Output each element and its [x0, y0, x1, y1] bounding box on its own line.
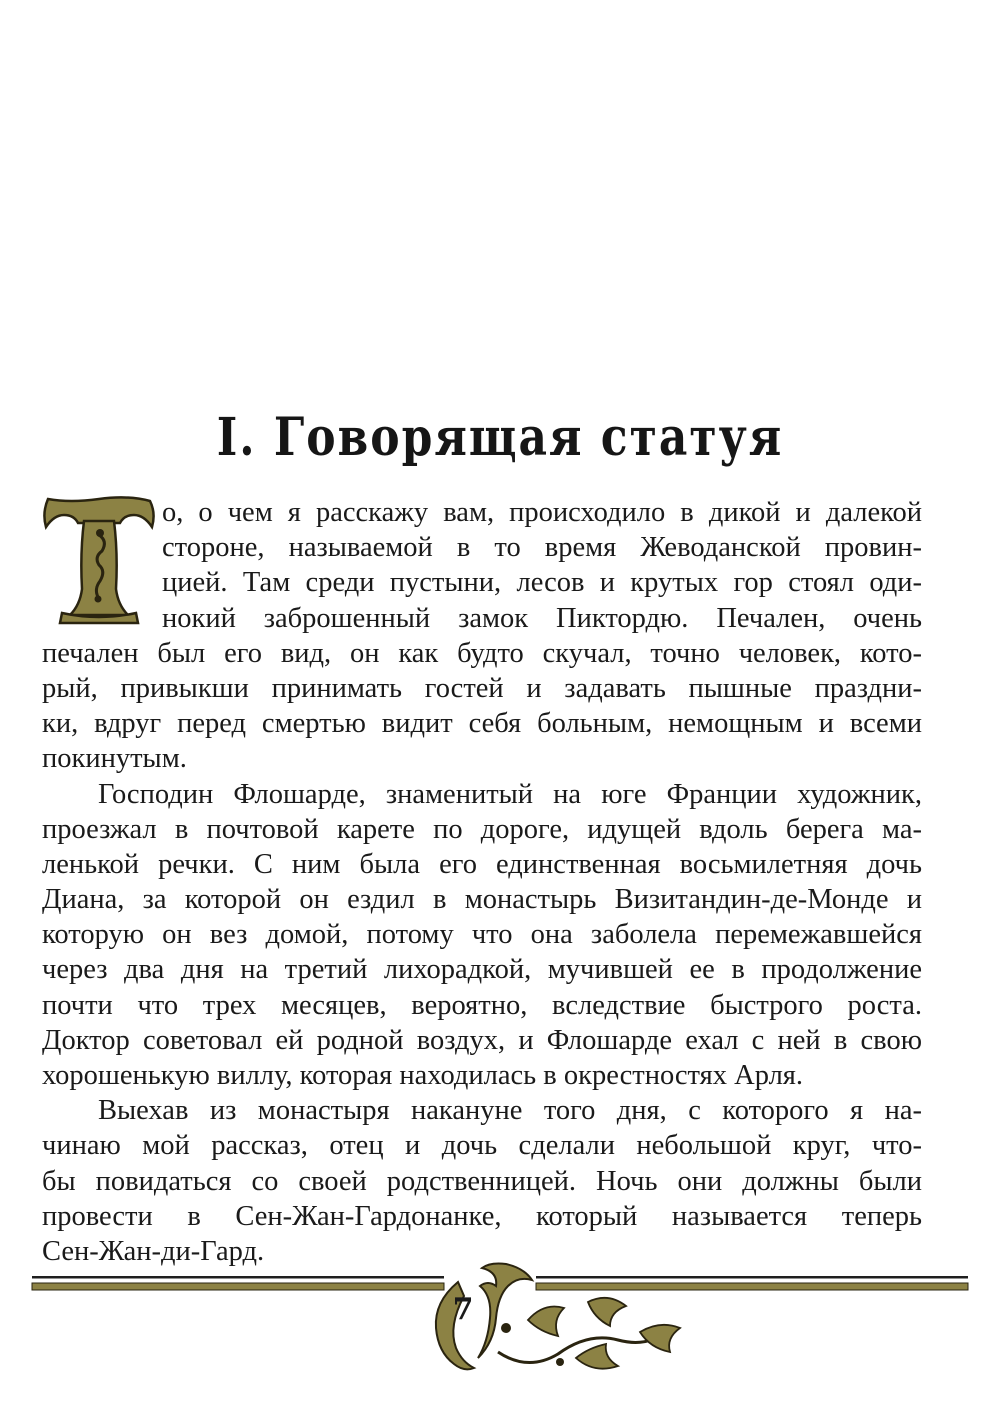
text-line: о, о чем я расскажу вам, происходило в дикой и далекой — [162, 497, 922, 528]
footer-ornament — [28, 1262, 972, 1392]
footer-leaf-4 — [640, 1325, 680, 1352]
text-line: бы повидаться со своей родственницей. Ночь они должны были — [42, 1165, 922, 1197]
chapter-title: I. Говорящая статуя — [216, 408, 784, 469]
footer-rule-left-thin — [32, 1276, 444, 1279]
text-line: цией. Там среди пустыни, лесов и крутых гор стоял оди- — [162, 567, 922, 599]
chapter-body — [42, 495, 922, 1269]
footer-leaf-1 — [528, 1307, 564, 1337]
text-line: ленькой речки. С ним была его единственная восьмилетняя дочь — [42, 848, 922, 880]
text-line: рый, привыкши принимать гостей и задавать пышные праздни- — [42, 672, 922, 704]
text-line: хорошенькую виллу, которая находилась в окрестностях Арля. — [42, 1060, 804, 1091]
text-line: которую он вез домой, потому что она заболела перемежавшейся — [42, 919, 922, 951]
footer-rule-right-thick — [536, 1283, 968, 1290]
footer-leaf-3 — [588, 1298, 626, 1326]
footer-rule-right-thin — [536, 1276, 968, 1279]
text-line: чинаю мой рассказ, отец и дочь сделали небольшой круг, что- — [42, 1130, 922, 1162]
text-line: Доктор советовал ей родной воздух, и Флошарде ехал с ней в свою — [42, 1024, 922, 1056]
text-line: стороне, называемой в то время Жеводанской провин- — [162, 532, 922, 564]
text-line: нокий заброшенный замок Пиктордю. Печален, очень — [162, 602, 922, 634]
text-line: Выехав из монастыря накануне того дня, с которого я на- — [98, 1095, 922, 1127]
footer-leaf-2 — [576, 1344, 618, 1369]
text-line: Господин Флошарде, знаменитый на юге Франции художник, — [98, 778, 922, 810]
footer-rule-left-thick — [32, 1283, 444, 1290]
text-line: Сен-Жан-ди-Гард. — [42, 1235, 265, 1267]
text-line: ки, вдруг перед смертью видит себя больным, немощным и всеми — [42, 708, 922, 740]
text-line: через два дня на третий лихорадкой, мучившей ее в продолжение — [42, 954, 922, 986]
text-line: проезжал в почтовой карете по дороге, идущей вдоль берега ма- — [42, 813, 922, 845]
text-line: почти что трех месяцев, вероятно, вследствие быстрого роста. — [42, 989, 922, 1021]
text-line: провести в Сен-Жан-Гардонанке, который называется теперь — [42, 1200, 922, 1232]
text-line: покинутым. — [42, 743, 187, 775]
text-line: Диана, за которой он ездил в монастырь Визитандин-де-Монде и — [42, 884, 922, 916]
text-line: печален был его вид, он как будто скучал, точно человек, кото- — [42, 637, 922, 669]
page-number: 7 — [452, 1292, 474, 1327]
